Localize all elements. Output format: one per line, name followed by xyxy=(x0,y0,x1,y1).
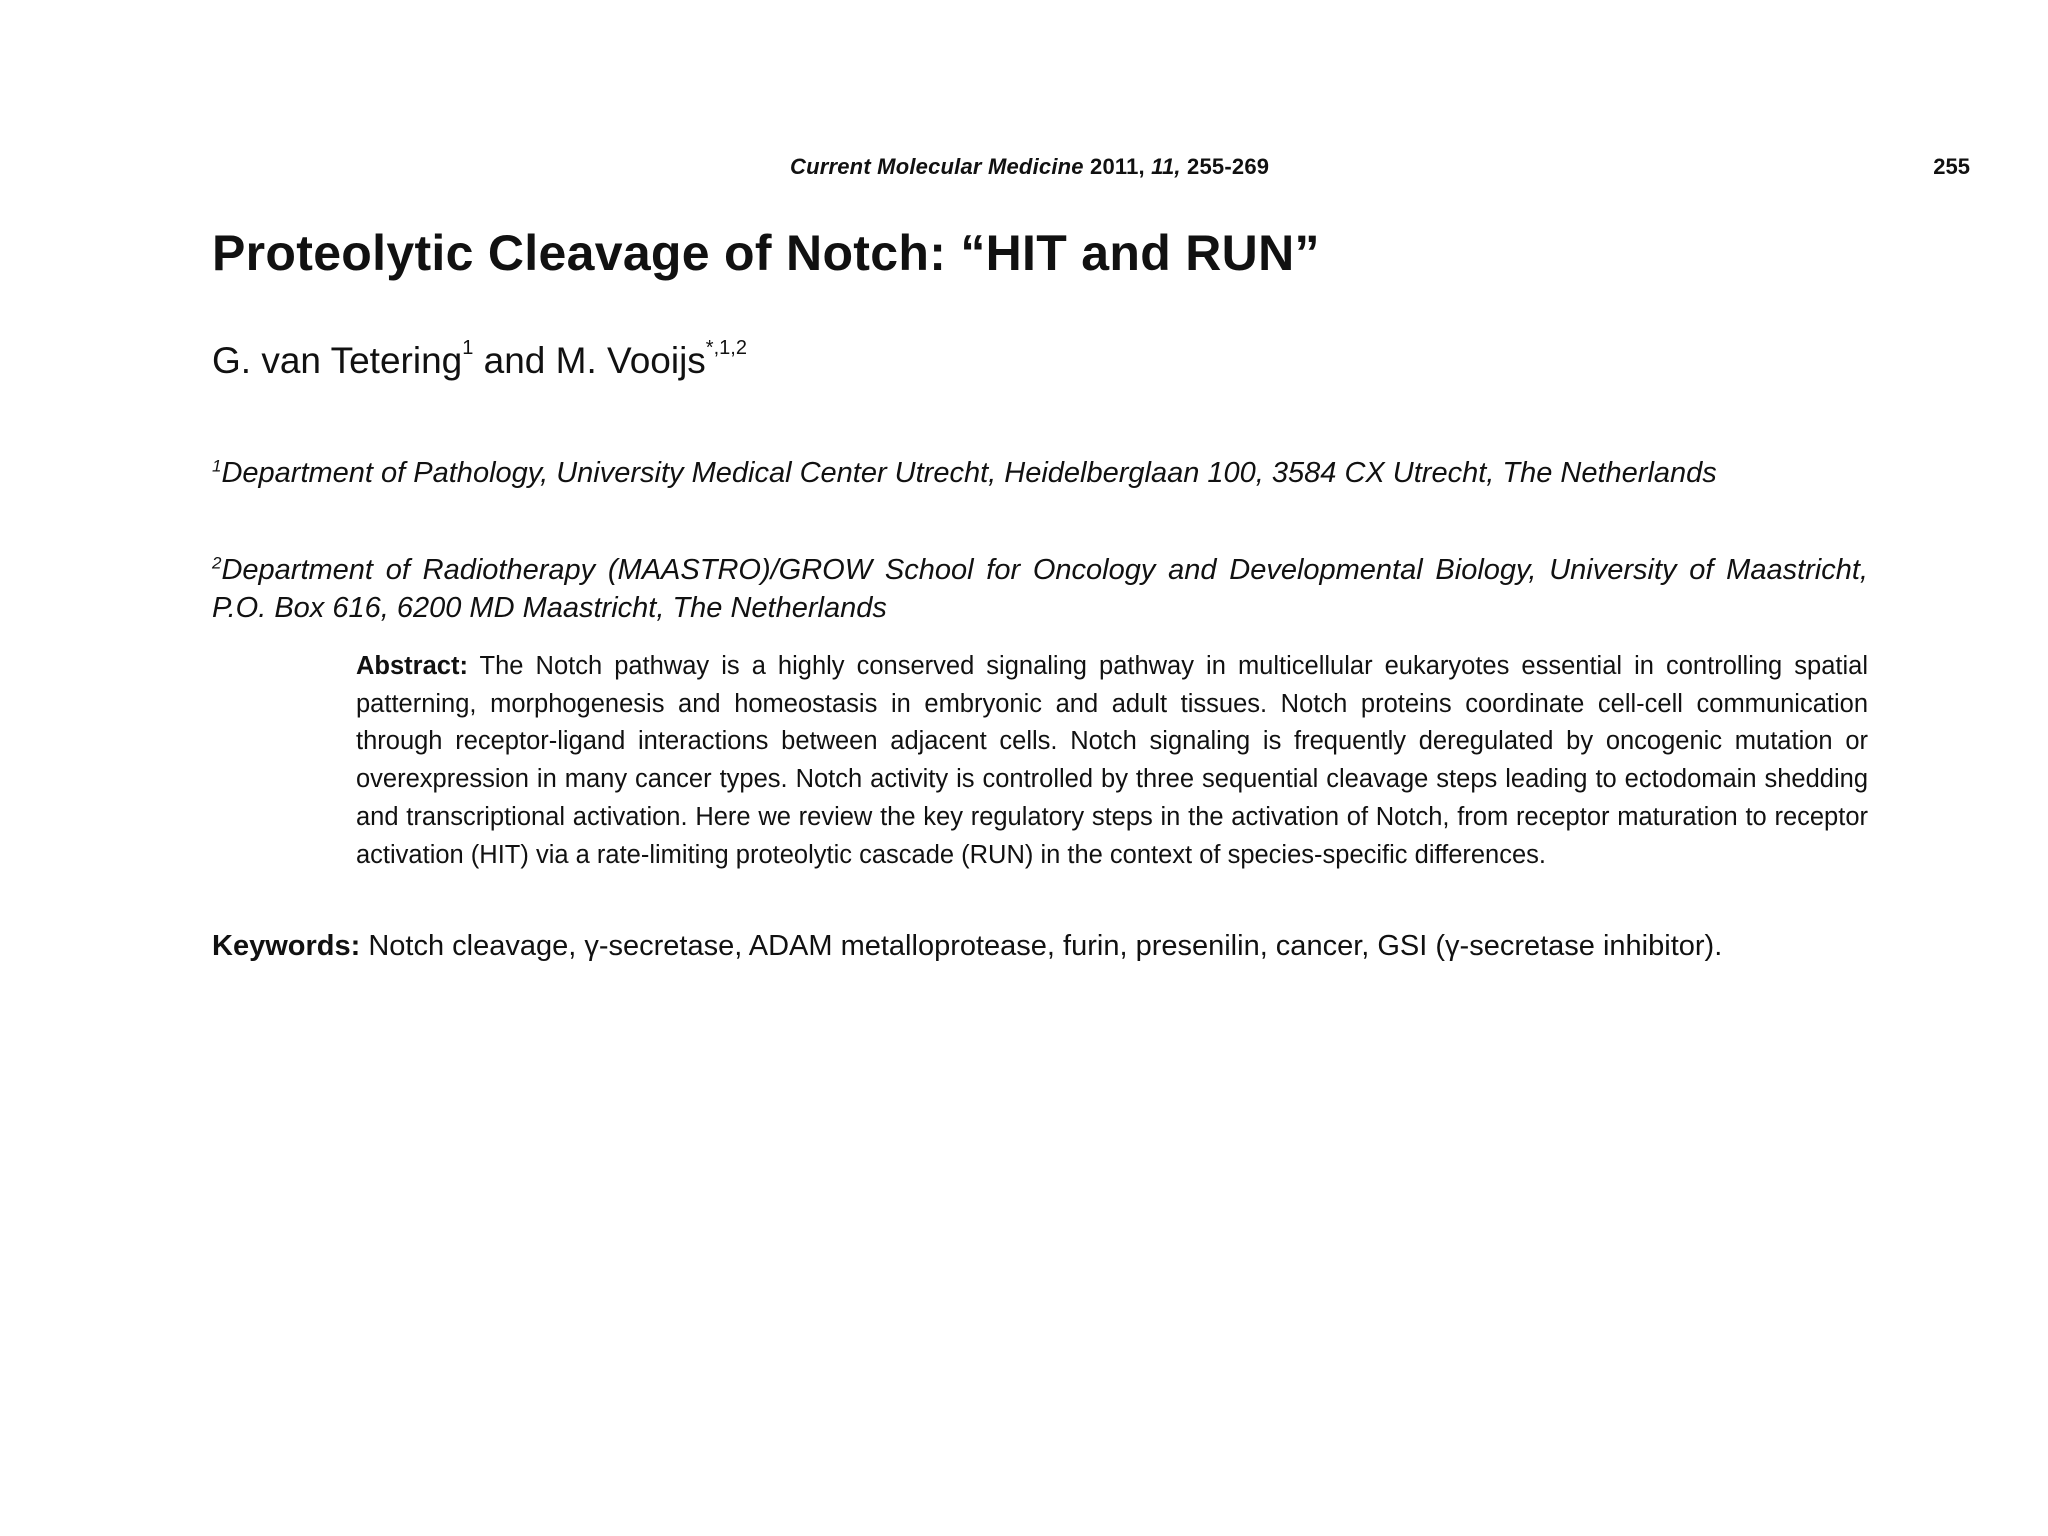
abstract-label: Abstract: xyxy=(356,652,468,680)
running-header xyxy=(790,154,1269,180)
affiliation-2 xyxy=(212,551,1868,627)
author-affiliation-marker: *,1,2 xyxy=(705,336,747,359)
journal-name: Current Molecular Medicine xyxy=(790,154,1084,179)
paper-title: Proteolytic Cleavage of Notch: “HIT and RUN” xyxy=(212,225,1320,281)
affiliation-marker: 1 xyxy=(212,456,222,476)
abstract-text: The Notch pathway is a highly conserved signaling pathway in multicellular eukaryotes essential in controlling spatial patterning, morphogenesis and homeostasis in embryonic and adult tissues. Notch proteins coordinate cell-cell communication through receptor-ligand interactions between adjacent cells. Notch signaling is frequently deregulated by oncogenic mutation or overexpression in many cancer types. Notch activity is controlled by three sequential cleavage steps leading to ectodomain shedding and transcriptional activation. Here we review the key regulatory steps in the activation of Notch, from receptor maturation to receptor activation (HIT) via a rate-limiting proteolytic cascade (RUN) in the context of species-specific differences. xyxy=(356,652,1868,869)
affiliation-text: Department of Pathology, University Medical Center Utrecht, Heidelberglaan 100, 3584 CX Utrecht, The Netherlands xyxy=(221,457,1717,489)
journal-pages: 255-269 xyxy=(1187,154,1270,179)
author-affiliation-marker: 1 xyxy=(462,336,474,359)
keywords-text: Notch cleavage, γ-secretase, ADAM metalloprotease, furin, presenilin, cancer, GSI (γ-secretase inhibitor). xyxy=(368,930,1723,962)
page-number: 255 xyxy=(1933,154,1970,179)
author-name: M. Vooijs xyxy=(555,340,706,381)
journal-year: 2011, xyxy=(1090,154,1145,179)
keywords xyxy=(212,926,1968,967)
author-line xyxy=(212,336,747,382)
keywords-label: Keywords: xyxy=(212,930,361,962)
affiliation-marker: 2 xyxy=(212,553,222,573)
journal-volume: 11, xyxy=(1151,154,1181,179)
affiliation-text: Department of Radiotherapy (MAASTRO)/GROW School for Oncology and Developmental Biology, University of Maastricht, P.O. Box 616, 6200 MD Maastricht, The Netherlands xyxy=(212,554,1868,624)
author-conjunction: and xyxy=(483,340,546,381)
author-name: G. van Tetering xyxy=(212,340,463,381)
abstract xyxy=(356,648,1868,874)
affiliation-1 xyxy=(212,454,1868,492)
